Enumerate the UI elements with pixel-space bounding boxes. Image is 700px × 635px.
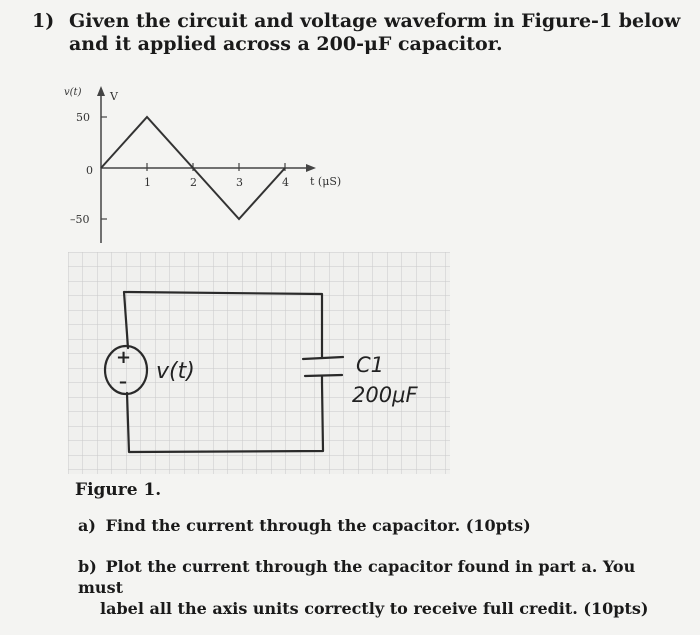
question-number: 1): [32, 10, 55, 32]
x-tick-label-1: 1: [144, 176, 151, 189]
capacitor-name: C1: [356, 353, 385, 377]
part-b-line1: Plot the current through the capacitor found in part a. You must: [78, 557, 636, 597]
part-a-text: Find the current through the capacitor. (10pts): [105, 516, 531, 535]
source-plus-sign: +: [116, 347, 132, 368]
source-minus-sign: –: [119, 372, 127, 391]
x-tick-label-4: 4: [282, 176, 289, 189]
y-tick-label-neg50: –50: [70, 213, 90, 226]
capacitor-value: 200μF: [352, 383, 418, 407]
source-label: v(t): [156, 359, 195, 384]
part-a-label: a): [78, 516, 96, 535]
y-tick-label-0: 0: [86, 164, 93, 177]
y-tick-label-50: 50: [76, 111, 90, 124]
part-b: [78, 556, 678, 619]
part-a: [78, 515, 531, 536]
y-axis-label: v(t): [64, 87, 82, 98]
question-text: Given the circuit and voltage waveform in Figure-1 below and it applied across a 200-μF capacitor.: [69, 10, 681, 55]
part-b-label: b): [78, 557, 97, 576]
figure-caption: Figure 1.: [75, 480, 162, 500]
x-tick-label-3: 3: [236, 176, 243, 189]
x-tick-label-2: 2: [190, 176, 197, 189]
x-axis-label: t (μS): [310, 175, 342, 188]
y-unit-label: V: [110, 90, 118, 103]
capacitor-plate-bottom: [305, 375, 342, 376]
part-b-line2: label all the axis units correctly to receive full credit. (10pts): [100, 599, 649, 618]
